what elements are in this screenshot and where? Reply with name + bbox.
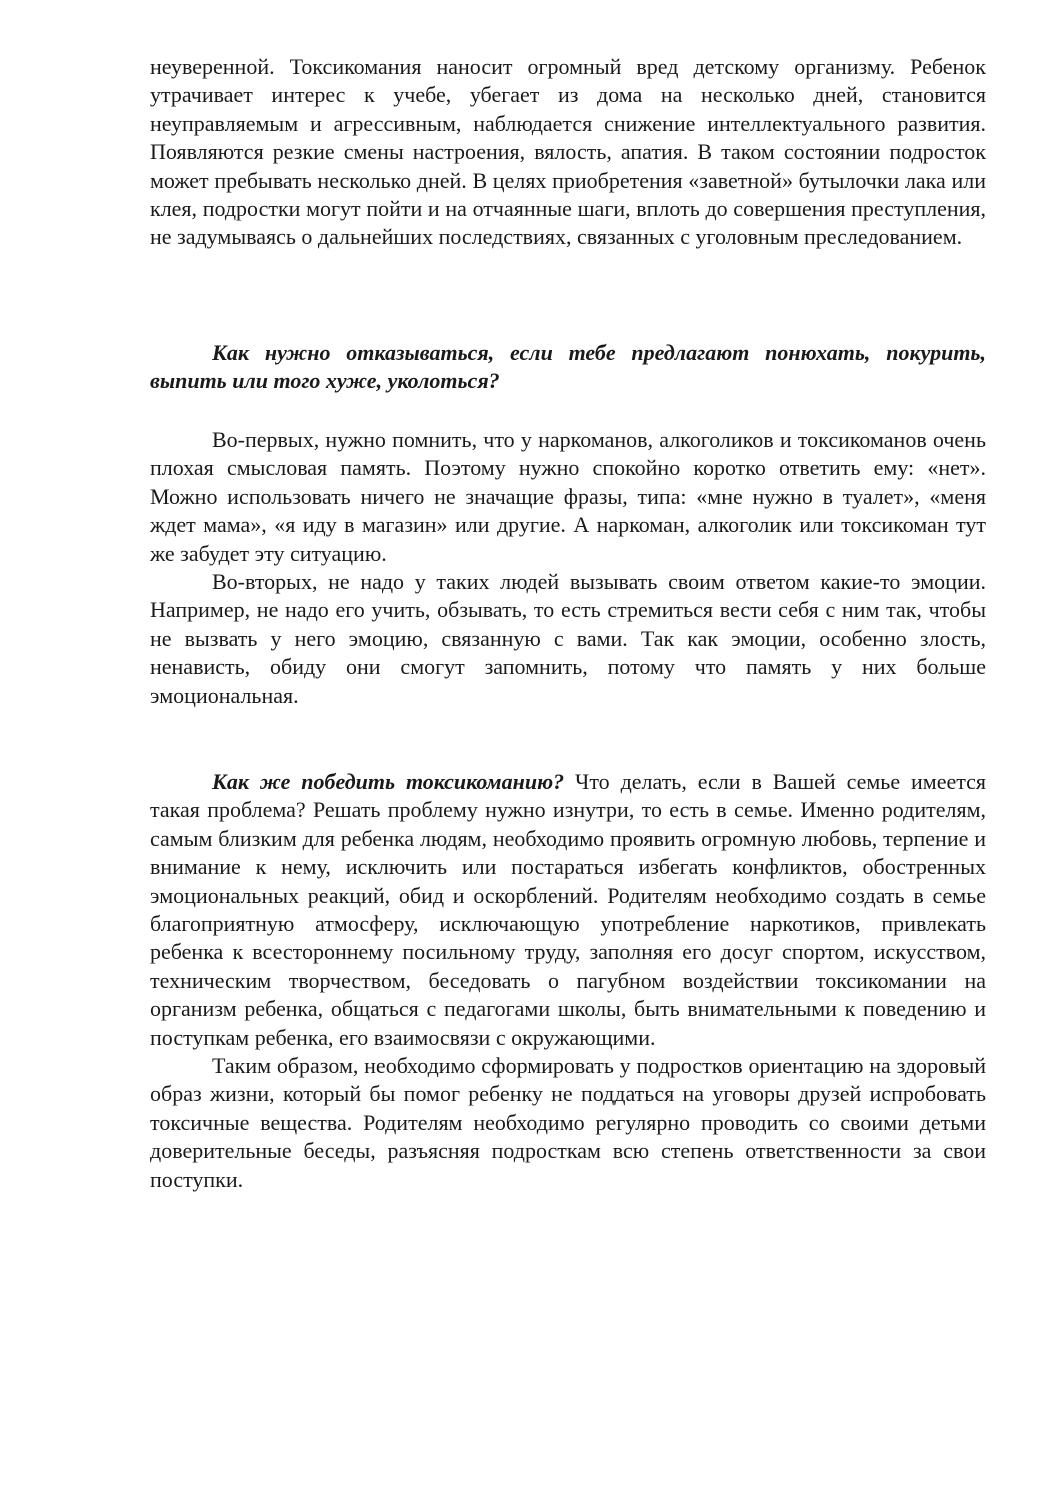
refuse-advice-section <box>150 426 986 710</box>
intro-section <box>150 53 986 252</box>
paragraph-defeat <box>150 768 986 1052</box>
defeat-section <box>150 768 986 1194</box>
paragraph-second-advice: Во-вторых, не надо у таких людей вызывать своим ответом какие-то эмоции. Например, не надо его учить, обзывать, то есть стремиться вести себя с ним так, чтобы не вызвать у него эмоцию, связанную с вами. Так как эмоции, особенно злость, ненависть, обиду они смогут запомнить, потому что память у них больше эмоциональная. <box>150 569 986 708</box>
paragraph-defeat-body: Что делать, если в Вашей семье имеется такая проблема? Решать проблему нужно изнутри, то есть в семье. Именно родителям, самым близким для ребенка людям, необходимо проявить огромную любовь, терпение и внимание к нему, исключить или постараться избегать конфликтов, обостренных эмоциональных реакций, обид и оскорблений. Родителям необходимо создать в семье благоприятную атмосферу, исключающую употребление наркотиков, привлекать ребенка к всестороннему посильному труду, заполняя его досуг спортом, искусством, техническим творчеством, беседовать о пагубном воздействии токсикомании на организм ребенка, общаться с педагогами школы, быть внимательными к поведению и поступкам ребенка, его взаимосвязи с окружающими. <box>150 769 986 1050</box>
paragraph-conclusion: Таким образом, необходимо сформировать у подростков ориентацию на здоровый образ жизни, который бы помог ребенку не поддаться на уговоры друзей испробовать токсичные вещества. Родителям необходимо регулярно проводить со своими детьми доверительные беседы, разъясняя подросткам всю степень ответственности за свои поступки. <box>150 1053 986 1192</box>
heading-how-to-refuse: Как нужно отказываться, если тебе предлагают понюхать, покурить, выпить или того хуже, уколоться? <box>150 340 986 394</box>
refuse-heading-section <box>150 339 986 396</box>
paragraph-intro-continued: неуверенной. Токсикомания наносит огромный вред детскому организму. Ребенок утрачивает интерес к учебе, убегает из дома на несколько дней, становится неуправляемым и агрессивным, наблюдается снижение интеллектуального развития. Появляются резкие смены настроения, вялость, апатия. В таком состоянии подросток может пребывать несколько дней. В целях приобретения «заветной» бутылочки лака или клея, подростки могут пойти и на отчаянные шаги, вплоть до совершения преступления, не задумываясь о дальнейших последствиях, связанных с уголовным преследованием. <box>150 54 986 250</box>
paragraph-first-advice: Во-первых, нужно помнить, что у наркоманов, алкоголиков и токсикоманов очень плохая смысловая память. Поэтому нужно спокойно коротко ответить ему: «нет». Можно использовать ничего не значащие фразы, типа: «мне нужно в туалет», «меня ждет мама», «я иду в магазин» или другие. А наркоман, алкоголик или токсикоман тут же забудет эту ситуацию. <box>150 427 986 566</box>
heading-how-to-defeat: Как же победить токсикоманию? <box>212 769 565 794</box>
